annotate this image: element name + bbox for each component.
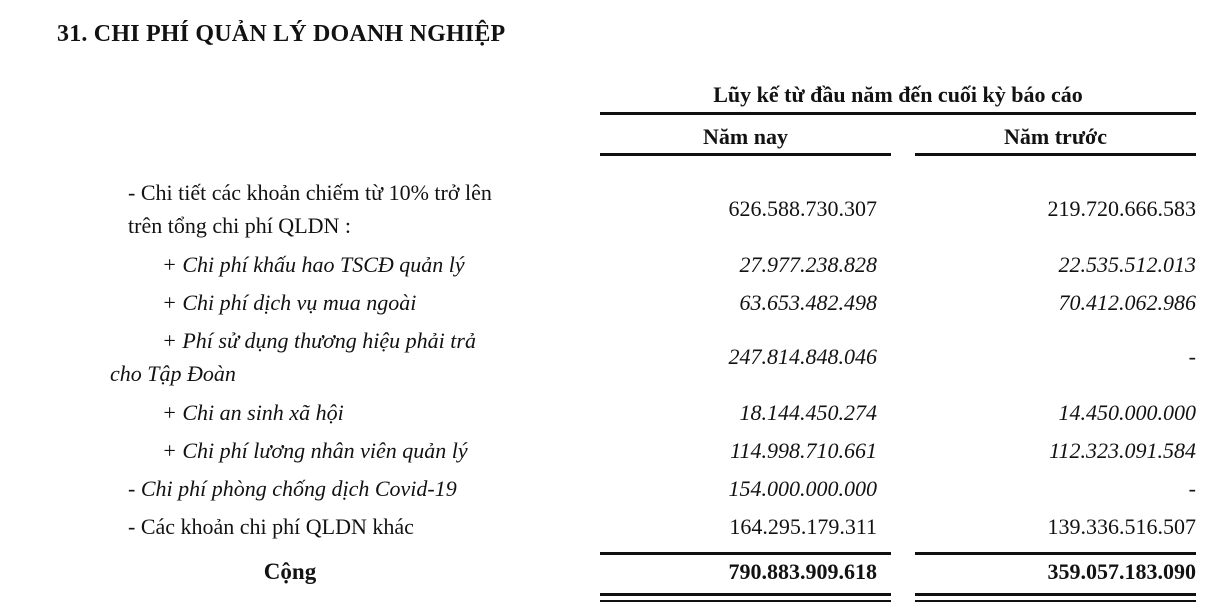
row-value-previous: - xyxy=(1188,344,1196,369)
table-header-sub-row xyxy=(110,121,1196,153)
table-row xyxy=(110,510,1196,544)
header-column-gap xyxy=(891,121,915,153)
row-label-line-1: + Phí sử dụng thương hiệu phải trả xyxy=(162,328,476,353)
row-label: + Chi phí dịch vụ mua ngoài xyxy=(162,290,417,315)
table-row xyxy=(110,286,1196,320)
row-label-line-1: - Chi tiết các khoản chiếm từ 10% trở lên xyxy=(128,180,492,205)
row-label-line-2: trên tổng chi phí QLDN : xyxy=(128,213,352,238)
row-label xyxy=(110,176,600,242)
header-sub-rule-spacer xyxy=(110,153,600,156)
total-value-previous: 359.057.183.090 xyxy=(1047,559,1196,584)
table-body xyxy=(110,176,1196,602)
row-value-current: 247.814.848.046 xyxy=(728,344,877,369)
table-header-period-label: Lũy kế từ đầu năm đến cuối kỳ báo cáo xyxy=(713,82,1083,107)
table-row xyxy=(110,472,1196,506)
header-label-spacer xyxy=(110,80,600,112)
row-value-current: 27.977.238.828 xyxy=(739,252,877,277)
row-value-current: 154.000.000.000 xyxy=(728,476,877,501)
table-row xyxy=(110,396,1196,430)
row-value-previous: 219.720.666.583 xyxy=(1047,196,1196,221)
table-row xyxy=(110,248,1196,282)
header-span-rule-row xyxy=(110,112,1196,115)
table-row xyxy=(110,176,1196,242)
row-label: + Chi an sinh xã hội xyxy=(162,400,344,425)
row-value-current: 18.144.450.274 xyxy=(739,400,877,425)
total-rule-gap xyxy=(891,552,915,555)
row-value-previous: 139.336.516.507 xyxy=(1047,514,1196,539)
row-value-current: 63.653.482.498 xyxy=(739,290,877,315)
table-row xyxy=(110,324,1196,390)
table-row xyxy=(110,434,1196,468)
header-rule-gap xyxy=(891,153,915,156)
row-spacer xyxy=(110,544,1196,552)
expenses-table xyxy=(110,80,1196,602)
header-rule-current-year xyxy=(600,153,891,156)
row-value-previous: 22.535.512.013 xyxy=(1058,252,1196,277)
row-label: - Các khoản chi phí QLDN khác xyxy=(128,514,414,539)
header-rule-previous-year xyxy=(915,153,1196,156)
row-value-previous: 112.323.091.584 xyxy=(1049,438,1196,463)
table-header-span-row xyxy=(110,80,1196,112)
column-header-current-year: Năm nay xyxy=(703,124,788,149)
row-value-current: 626.588.730.307 xyxy=(728,196,877,221)
row-value-previous: 14.450.000.000 xyxy=(1058,400,1196,425)
page-title: 31. CHI PHÍ QUẢN LÝ DOANH NGHIỆP xyxy=(57,21,506,47)
row-value-previous: - xyxy=(1188,476,1196,501)
row-label: + Chi phí lương nhân viên quản lý xyxy=(162,438,468,463)
header-span-rule xyxy=(600,112,1196,115)
row-label-line-2: cho Tập Đoàn xyxy=(110,361,236,386)
row-label: + Chi phí khấu hao TSCĐ quản lý xyxy=(162,252,465,277)
header-sub-rule-row xyxy=(110,153,1196,156)
row-label: - Chi phí phòng chống dịch Covid-19 xyxy=(128,476,457,501)
header-sub-spacer xyxy=(110,121,600,153)
header-span-rule-spacer xyxy=(110,112,600,115)
row-value-current: 114.998.710.661 xyxy=(730,438,877,463)
table-total-row xyxy=(110,555,1196,589)
total-label: Cộng xyxy=(263,559,317,584)
column-header-previous-year: Năm trước xyxy=(1004,124,1107,149)
row-value-current: 164.295.179.311 xyxy=(729,514,877,539)
total-value-current: 790.883.909.618 xyxy=(728,559,877,584)
row-value-previous: 70.412.062.986 xyxy=(1058,290,1196,315)
row-label xyxy=(110,324,600,390)
